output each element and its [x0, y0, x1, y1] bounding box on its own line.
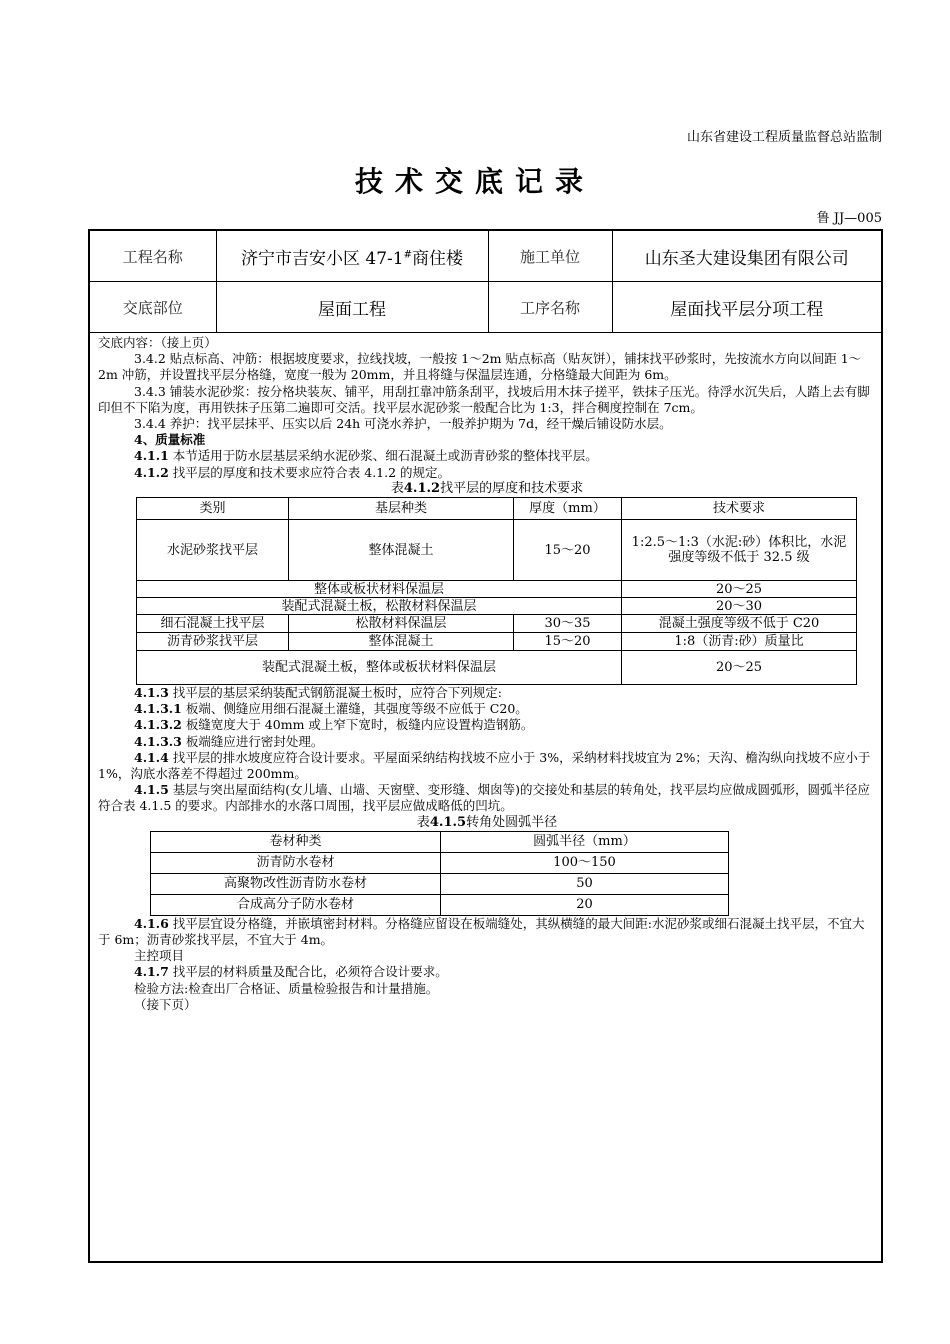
table-cell: 20～30	[622, 598, 857, 615]
project-name-label: 工程名称	[90, 231, 216, 282]
continued-next-page: （接下页）	[134, 996, 197, 1012]
section-heading-quality: 4、质量标准	[134, 432, 206, 448]
paragraph-417: 4.1.7 找平层的材料质量及配合比，必须符合设计要求。	[134, 964, 448, 980]
table-header-cell: 圆弧半径（mm）	[441, 831, 729, 852]
paragraph-343: 3.4.3 铺装水泥砂浆：按分格块装灰、铺平，用刮扛靠冲筋条刮平，找坡后用木抹子搓平，铁抹子压光。待浮水沉失后，人踏上去有脚印但不下陷为度，再用铁抹子压第二遍即可交活。找平层水泥砂浆一般配合比为 1:3，拌合稠度控制在 7cm。	[98, 383, 870, 415]
table-cell: 沥青防水卷材	[151, 852, 441, 873]
paragraph-4131: 4.1.3.1 板端、侧缝应用细石混凝土灌缝，其强度等级不应低于 C20。	[134, 701, 528, 717]
main-items-heading: 主控项目	[134, 948, 185, 964]
paragraph-4133: 4.1.3.3 板端缝应进行密封处理。	[134, 733, 324, 749]
paragraph-416: 4.1.6 找平层宜设分格缝，并嵌填密封材料。分格缝应留设在板端缝处，其纵横缝的最大间距:水泥砂浆或细石混凝土找平层，不宜大于 6m；沥青砂浆找平层，不宜大于 4m。	[98, 915, 865, 948]
process-value: 屋面找平层分项工程	[612, 282, 881, 333]
table-cell: 合成高分子防水卷材	[151, 894, 441, 915]
table-cell: 整体或板状材料保温层	[137, 581, 622, 598]
project-name-value: 济宁市吉安小区 47-1#商住楼	[216, 231, 488, 282]
table-cell: 1:2.5～1:3（水泥:砂）体积比，水泥强度等级不低于 32.5 级	[622, 520, 857, 581]
table-cell: 沥青砂浆找平层	[137, 633, 289, 651]
supervisor-note: 山东省建设工程质量监督总站监制	[686, 130, 882, 145]
table-cell: 30～35	[514, 615, 622, 633]
paragraph-411: 4.1.1 本节适用于防水层基层采纳水泥砂浆、细石混凝土或沥青砂浆的整体找平层。	[134, 448, 598, 464]
header-table	[90, 231, 881, 333]
table-cell: 20～25	[622, 581, 857, 598]
table-cell: 整体混凝土	[289, 633, 514, 651]
form-frame	[88, 229, 883, 1263]
table-cell: 装配式混凝土板，松散材料保温层	[137, 598, 622, 615]
table-header-cell: 技术要求	[622, 498, 857, 520]
process-label: 工序名称	[488, 282, 612, 333]
table-cell: 15～20	[514, 520, 622, 581]
paragraph-4132: 4.1.3.2 板缝宽度大于 40mm 或上窄下宽时，板缝内应设置构造钢筋。	[134, 717, 534, 733]
intro-line: 交底内容：（接上页）	[98, 335, 217, 350]
paragraph-414: 4.1.4 找平层的排水坡度应符合设计要求。平屋面采纳结构找坡不应小于 3%，采纳材料找坡宜为 2%；天沟、檐沟纵向找坡不应小于 1%，沟底水落差不得超过 200mm。	[98, 749, 871, 782]
table-cell: 细石混凝土找平层	[137, 615, 289, 633]
table-cell: 20～25	[622, 651, 857, 685]
table2-caption: 表4.1.5转角处圆弧半径	[416, 814, 558, 830]
paragraph-342: 3.4.2 贴点标高、冲筋：根据坡度要求，拉线找坡，一般按 1～2m 贴点标高（贴灰饼），铺抹找平砂浆时，先按流水方向以间距 1～2m 冲筋，并设置找平层分格缝，宽度一般为 20mm，并且将缝与保温层连通，分格缝最大间距为 6m。	[98, 351, 862, 383]
table-cell: 混凝土强度等级不低于 C20	[622, 615, 857, 633]
table1-caption: 表4.1.2找平层的厚度和技术要求	[390, 480, 584, 496]
table-cell: 20	[441, 894, 729, 915]
table-cell: 装配式混凝土板，整体或板状材料保温层	[137, 651, 622, 685]
table-header-cell: 类别	[137, 498, 289, 520]
table-cell: 1:8（沥青:砂）质量比	[622, 633, 857, 651]
part-label: 交底部位	[90, 282, 216, 333]
document-number: 鲁 JJ—005	[816, 211, 882, 226]
table-header-cell: 厚度（mm）	[514, 498, 622, 520]
table-cell: 整体混凝土	[289, 520, 514, 581]
table-cell: 高聚物改性沥青防水卷材	[151, 873, 441, 894]
table-cell: 松散材料保温层	[289, 615, 514, 633]
table-cell: 水泥砂浆找平层	[137, 520, 289, 581]
part-value: 屋面工程	[216, 282, 488, 333]
table-header-cell: 卷材种类	[151, 831, 441, 852]
table-cell: 100～150	[441, 852, 729, 873]
disclosure-content	[98, 335, 876, 1013]
paragraph-415: 4.1.5 基层与突出屋面结构(女儿墙、山墙、天窗壁、变形缝、烟囱等)的交接处和基层的转角处，找平层均应做成圆弧形，圆弧半径应符合表 4.1.5 的要求。内部排水的水落口周围，找平层应做成略低的凹坑。	[98, 782, 871, 814]
inspection-method: 检验方法:检查出厂合格证、质量检验报告和计量措施。	[134, 980, 439, 996]
table-cell: 50	[441, 873, 729, 894]
paragraph-413: 4.1.3 找平层的基层采纳装配式钢筋混凝土板时，应符合下列规定:	[134, 685, 502, 701]
paragraph-412: 4.1.2 找平层的厚度和技术要求应符合表 4.1.2 的规定。	[134, 464, 451, 480]
table-cell: 15～20	[514, 633, 622, 651]
paragraph-344: 3.4.4 养护：找平层抹平、压实以后 24h 可浇水养护，一般养护期为 7d，经干燥后铺设防水层。	[134, 416, 672, 432]
contractor-value: 山东圣大建设集团有限公司	[612, 231, 881, 282]
page-title: 技术交底记录	[354, 165, 595, 198]
thickness-requirements-table	[136, 497, 857, 685]
contractor-label: 施工单位	[488, 231, 612, 282]
corner-radius-table	[150, 831, 729, 916]
table-header-cell: 基层种类	[289, 498, 514, 520]
